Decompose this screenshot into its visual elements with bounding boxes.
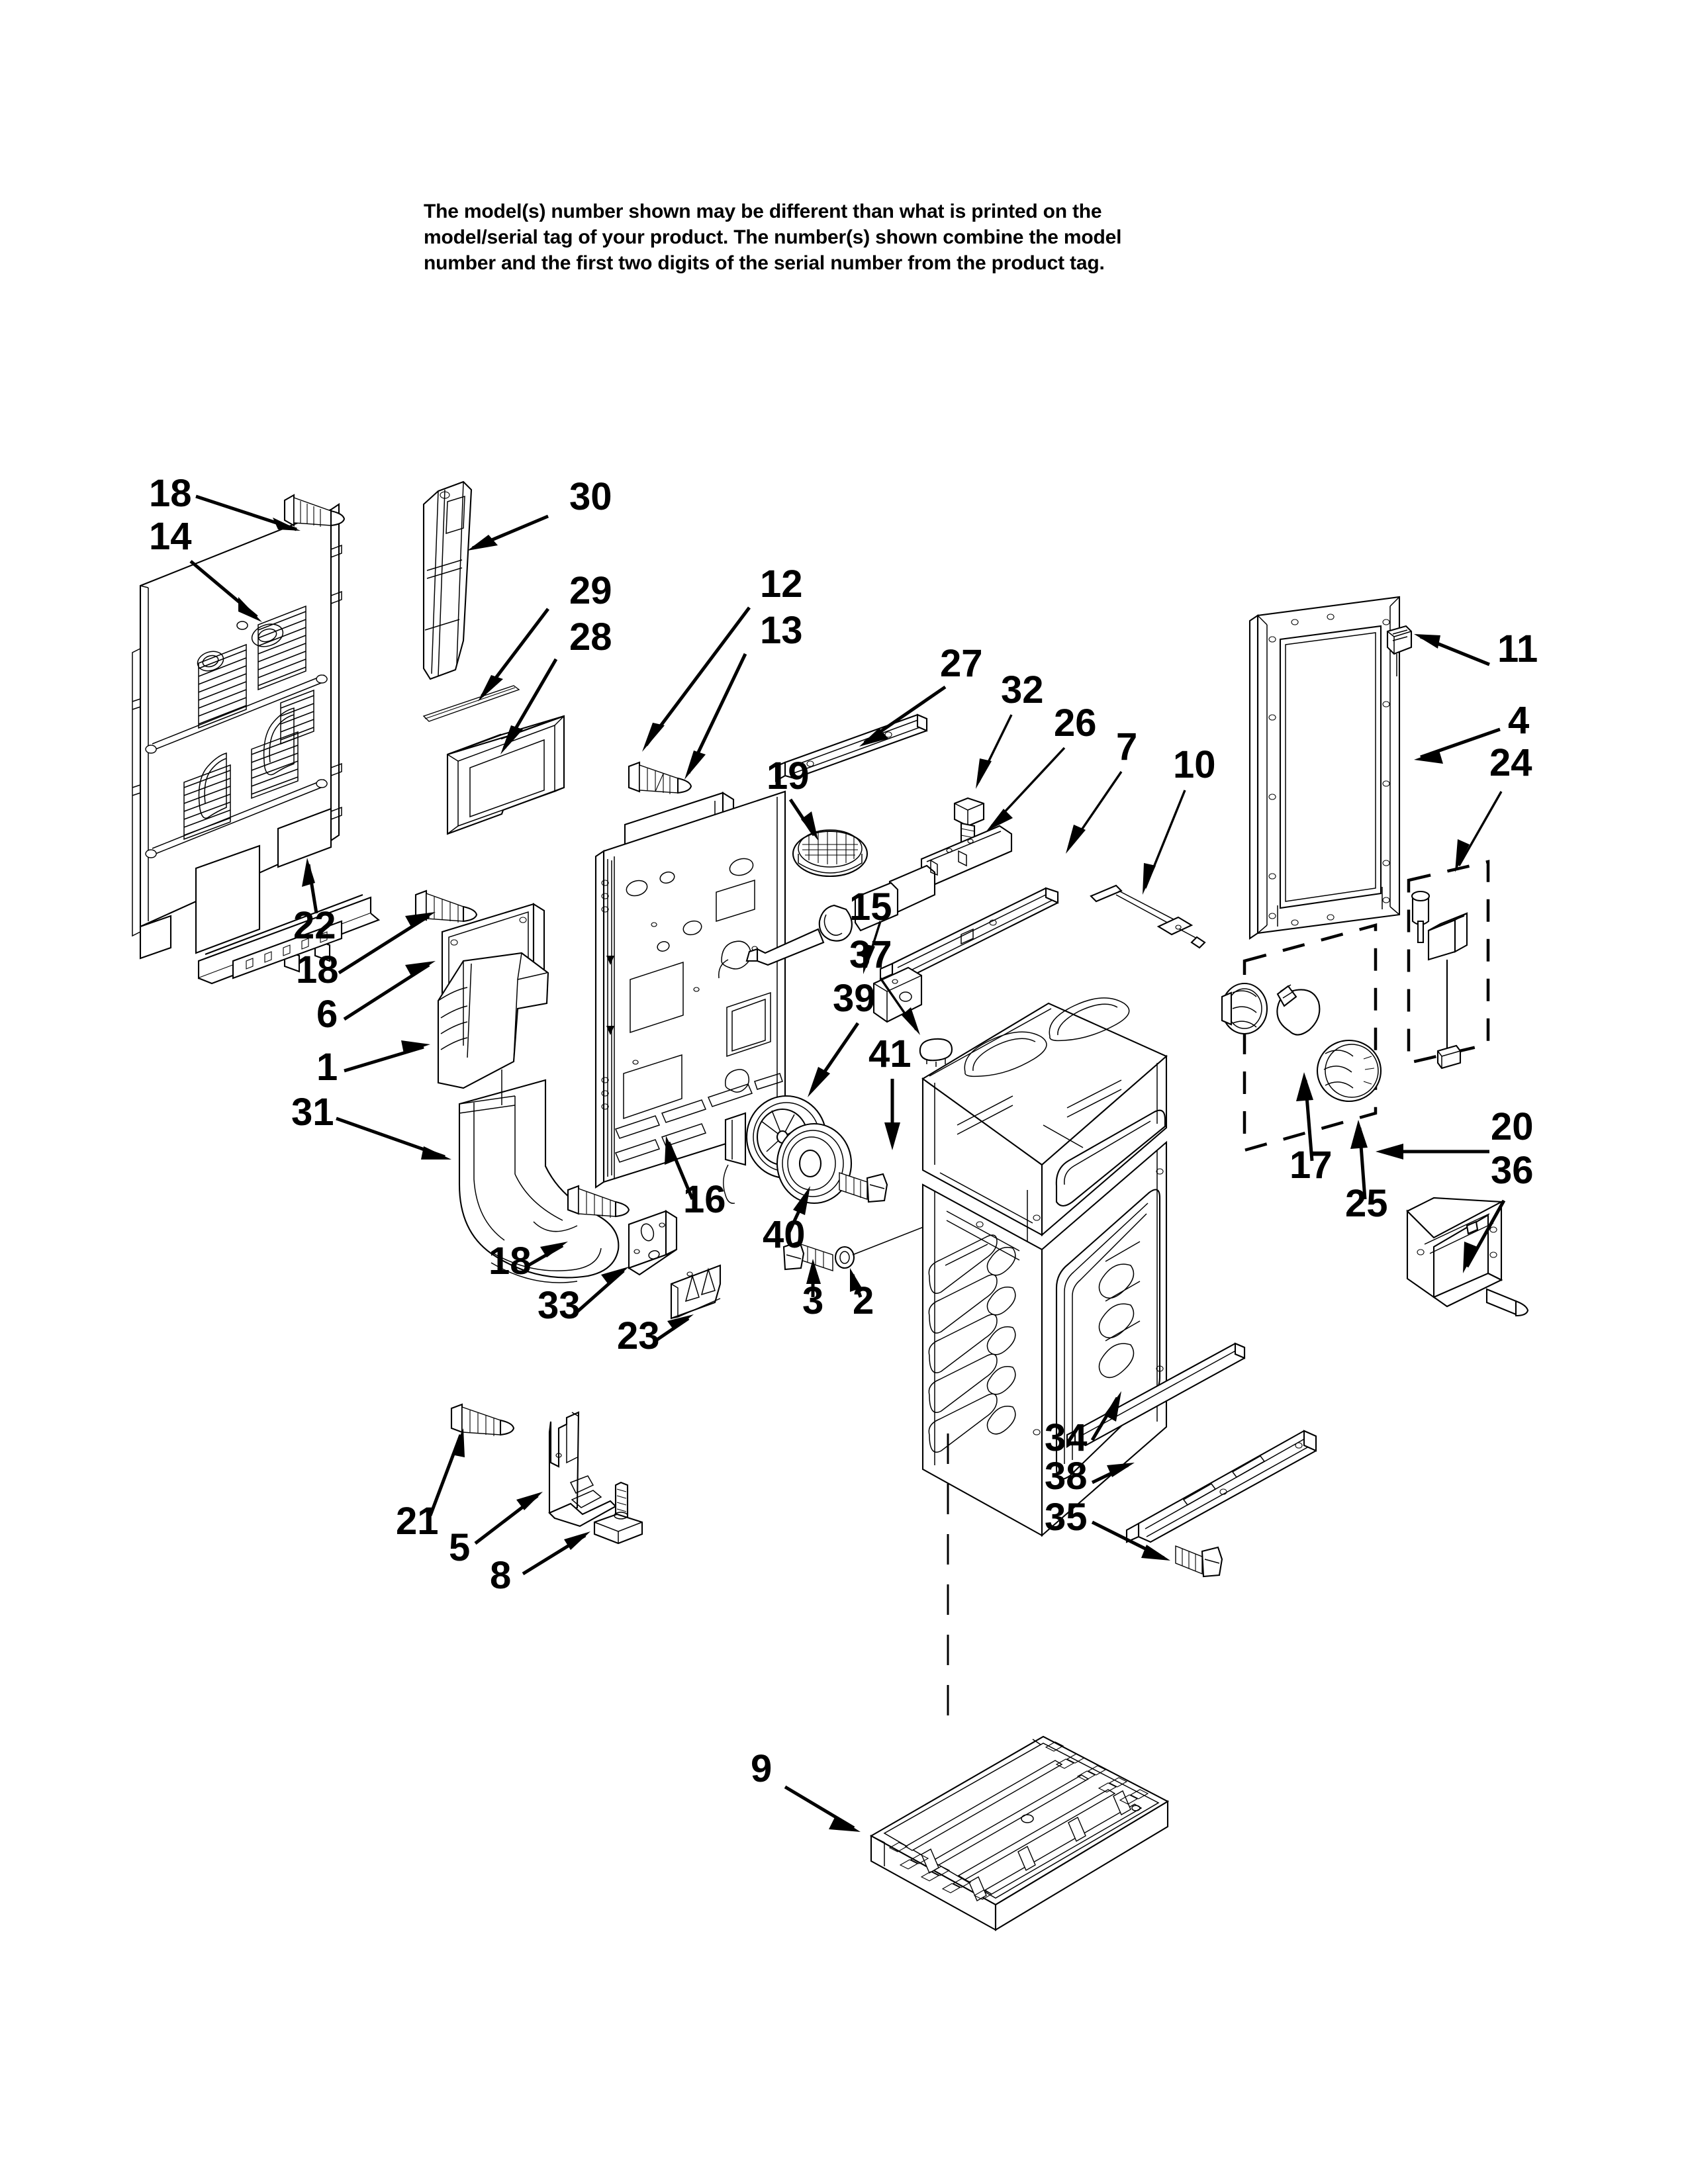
callout-28: 28 bbox=[569, 615, 612, 659]
callout-24: 24 bbox=[1489, 741, 1532, 784]
callout-31: 31 bbox=[291, 1091, 334, 1134]
callout-7: 7 bbox=[1116, 725, 1138, 768]
callout-34: 34 bbox=[1045, 1416, 1088, 1459]
callout-27: 27 bbox=[940, 642, 983, 685]
callout-4: 4 bbox=[1508, 699, 1530, 742]
part-vent-duct-lower bbox=[459, 1069, 618, 1283]
callout-19: 19 bbox=[767, 754, 810, 797]
callout-37: 37 bbox=[849, 933, 892, 976]
part-side-trim-cover bbox=[424, 482, 471, 679]
part-light-socket bbox=[1222, 983, 1267, 1034]
part-screw-leveling-bracket bbox=[451, 1404, 514, 1436]
callout-18-mid: 18 bbox=[296, 948, 339, 991]
callout-35: 35 bbox=[1045, 1496, 1088, 1539]
part-ground-wire-rod bbox=[1091, 886, 1205, 948]
callout-39: 39 bbox=[833, 977, 876, 1020]
callout-25: 25 bbox=[1345, 1182, 1388, 1225]
callout-6: 6 bbox=[316, 993, 338, 1036]
part-anti-tip-bracket bbox=[629, 1211, 677, 1275]
callout-23: 23 bbox=[617, 1314, 660, 1357]
callout-20: 20 bbox=[1491, 1105, 1534, 1148]
disclaimer-line-1: The model(s) number shown may be different than what is printed on the bbox=[424, 201, 1102, 222]
callout-30: 30 bbox=[569, 475, 612, 518]
part-leveling-leg-bracket bbox=[549, 1412, 616, 1526]
callout-9: 9 bbox=[751, 1747, 773, 1790]
callout-16: 16 bbox=[683, 1178, 726, 1221]
callout-21: 21 bbox=[396, 1500, 439, 1543]
callout-29: 29 bbox=[569, 569, 612, 612]
callout-15: 15 bbox=[849, 886, 892, 929]
part-blower-wheel-grille bbox=[793, 830, 867, 876]
part-screw-louvered-panel bbox=[629, 762, 691, 794]
callout-18-top: 18 bbox=[149, 472, 192, 515]
callout-13: 13 bbox=[760, 609, 803, 652]
part-screw-anti-tip-bracket bbox=[568, 1186, 629, 1218]
callout-32: 32 bbox=[1001, 668, 1044, 711]
callout-8: 8 bbox=[490, 1554, 512, 1597]
callout-1: 1 bbox=[316, 1046, 338, 1089]
callout-17: 17 bbox=[1289, 1144, 1333, 1187]
part-door-lock-plunger bbox=[1412, 891, 1429, 942]
callout-2: 2 bbox=[853, 1279, 874, 1322]
part-fan-blade bbox=[777, 1124, 851, 1203]
callout-5: 5 bbox=[449, 1526, 471, 1569]
part-screw-glide-rail bbox=[1176, 1546, 1222, 1576]
callout-41: 41 bbox=[868, 1032, 912, 1075]
part-window-frame-gasket bbox=[447, 716, 564, 834]
callout-12: 12 bbox=[760, 563, 803, 606]
disclaimer-line-3: number and the first two digits of the serial number from the product tag. bbox=[424, 252, 1105, 274]
callout-40: 40 bbox=[763, 1213, 806, 1256]
part-trim-strip bbox=[424, 686, 519, 721]
callout-14: 14 bbox=[149, 515, 192, 558]
callout-22: 22 bbox=[293, 904, 336, 947]
callout-26: 26 bbox=[1054, 702, 1097, 745]
part-hole-plug-cap bbox=[920, 1039, 952, 1067]
callout-18-bottom: 18 bbox=[489, 1240, 532, 1283]
part-rear-panel bbox=[132, 504, 379, 983]
part-oven-door-frame bbox=[1250, 597, 1399, 938]
callout-33: 33 bbox=[538, 1284, 581, 1327]
part-oven-light-bulb bbox=[1277, 985, 1319, 1035]
callout-10: 10 bbox=[1173, 743, 1216, 786]
disclaimer-line-2: model/serial tag of your product. The number(s) shown combine the model bbox=[424, 226, 1122, 248]
callout-38: 38 bbox=[1045, 1455, 1088, 1498]
part-screw-fan-blade bbox=[839, 1173, 887, 1202]
part-clip-retainer bbox=[671, 1265, 720, 1318]
callout-11: 11 bbox=[1497, 627, 1538, 670]
callout-36: 36 bbox=[1491, 1149, 1534, 1192]
callout-3: 3 bbox=[802, 1279, 824, 1322]
part-storage-drawer-base-rack bbox=[871, 1737, 1168, 1930]
part-door-switch-harness bbox=[1429, 913, 1467, 1068]
part-drawer-glide-rail bbox=[1127, 1431, 1316, 1542]
part-grommet-bushing bbox=[835, 1226, 927, 1268]
part-light-lens-cover bbox=[1317, 1040, 1381, 1101]
